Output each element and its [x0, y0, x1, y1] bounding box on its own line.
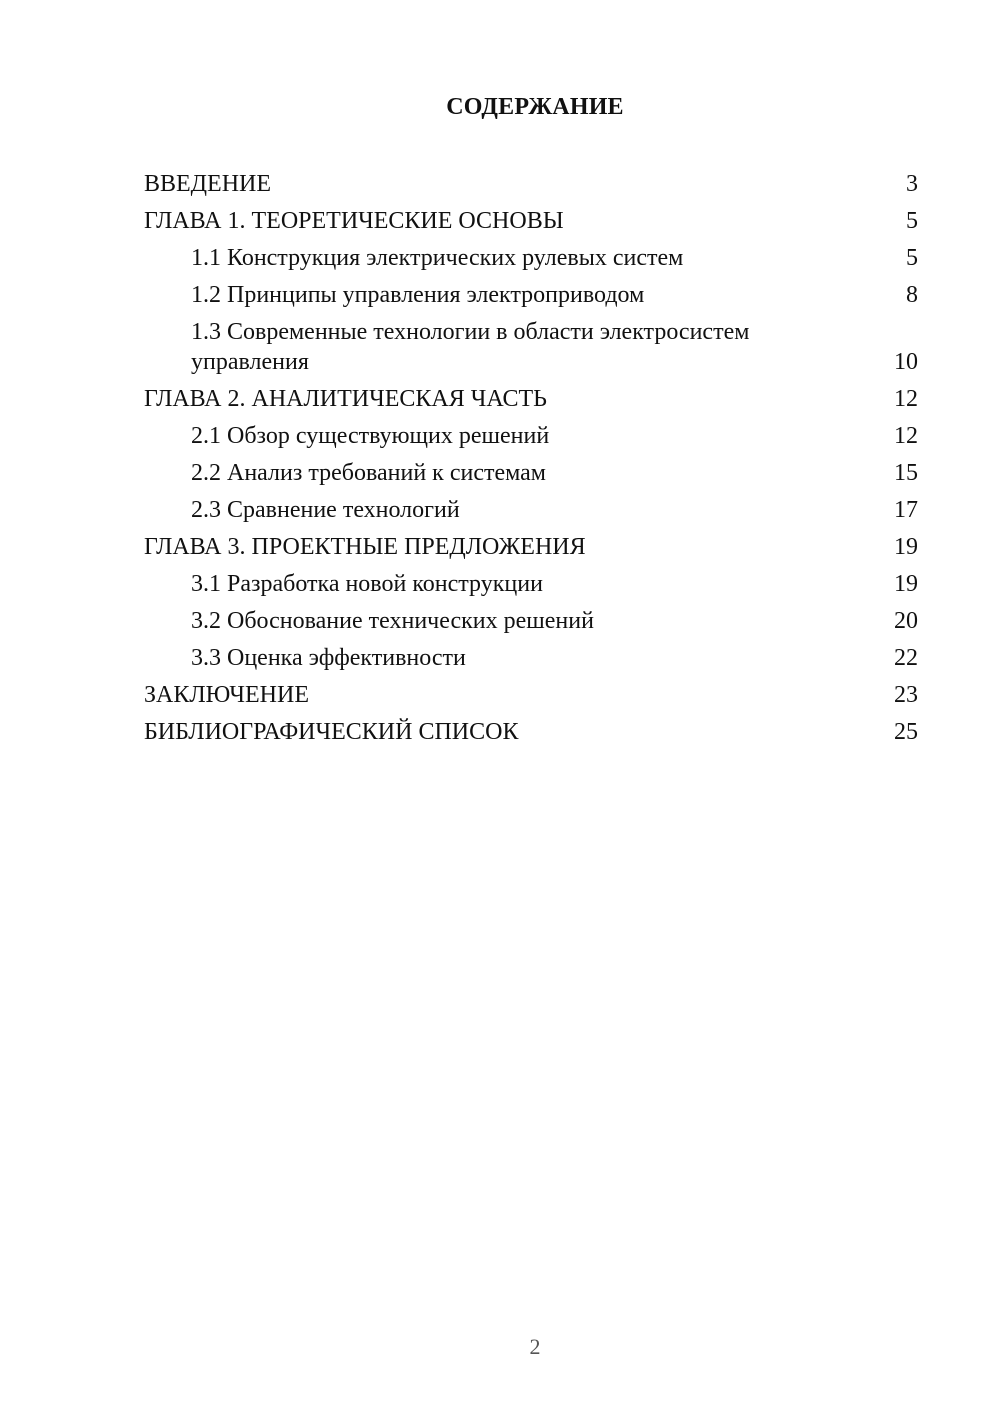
toc-entry-chapter-1[interactable]: [144, 203, 918, 240]
toc-entry-section-3-2[interactable]: [144, 603, 918, 640]
toc-entry-section-3-3[interactable]: [144, 640, 918, 677]
toc-entry-page-number: 23: [894, 682, 918, 708]
toc-entry-label: ГЛАВА 2. АНАЛИТИЧЕСКАЯ ЧАСТЬ: [144, 386, 547, 412]
toc-entry-label: ГЛАВА 3. ПРОЕКТНЫЕ ПРЕДЛОЖЕНИЯ: [144, 534, 586, 560]
toc-entry-chapter-2[interactable]: [144, 381, 918, 418]
toc-entry-label: 1.2 Принципы управления электроприводом: [191, 282, 645, 308]
toc-entry-label: ЗАКЛЮЧЕНИЕ: [144, 682, 309, 708]
toc-entry-page-number: 19: [894, 571, 918, 597]
page-number: 2: [529, 1334, 541, 1359]
toc-entry-bibliography[interactable]: [144, 714, 918, 751]
page-title: СОДЕРЖАНИЕ: [446, 94, 624, 120]
toc-entry-label: БИБЛИОГРАФИЧЕСКИЙ СПИСОК: [144, 719, 519, 745]
toc-entry-label: 2.3 Сравнение технологий: [191, 497, 460, 523]
toc-entry-section-2-2[interactable]: [144, 455, 918, 492]
toc-entry-page-number: 5: [906, 208, 918, 234]
toc-entry-page-number: 8: [906, 282, 918, 308]
toc-entry-label: ВВЕДЕНИЕ: [144, 171, 272, 197]
toc-entry-page-number: 3: [906, 171, 918, 197]
toc-entry-page-number: 10: [894, 349, 918, 375]
toc-entry-section-1-1[interactable]: [144, 240, 918, 277]
toc-entry-section-2-1[interactable]: [144, 418, 918, 455]
toc-entry-label: 3.2 Обоснование технических решений: [191, 608, 594, 634]
toc-entry-page-number: 20: [894, 608, 918, 634]
toc-entry-label: 3.1 Разработка новой конструкции: [191, 571, 543, 597]
toc-entry-page-number: 17: [894, 497, 918, 523]
toc-entry-section-2-3[interactable]: [144, 492, 918, 529]
toc-entry-introduction[interactable]: [144, 166, 918, 203]
toc-entry-chapter-3[interactable]: [144, 529, 918, 566]
toc-entry-page-number: 5: [906, 245, 918, 271]
toc-entry-section-3-1[interactable]: [144, 566, 918, 603]
toc-entry-label: 3.3 Оценка эффективности: [191, 645, 466, 671]
toc-entry-page-number: 12: [894, 423, 918, 449]
toc-entry-label: 1.1 Конструкция электрических рулевых систем: [191, 245, 684, 271]
toc-entry-page-number: 25: [894, 719, 918, 745]
toc-entry-conclusion[interactable]: [144, 677, 918, 714]
toc-entry-label: 1.3 Современные технологии в области электросистем управления: [191, 319, 750, 375]
toc-entry-page-number: 15: [894, 460, 918, 486]
toc-entry-page-number: 19: [894, 534, 918, 560]
toc-entry-label: ГЛАВА 1. ТЕОРЕТИЧЕСКИЕ ОСНОВЫ: [144, 208, 564, 234]
toc-entry-page-number: 22: [894, 645, 918, 671]
toc-entry-label: 2.2 Анализ требований к системам: [191, 460, 546, 486]
toc-entry-label: 2.1 Обзор существующих решений: [191, 423, 550, 449]
toc-entry-section-1-3[interactable]: [144, 314, 918, 381]
table-of-contents: [144, 166, 918, 751]
toc-entry-section-1-2[interactable]: [144, 277, 918, 314]
toc-entry-page-number: 12: [894, 386, 918, 412]
